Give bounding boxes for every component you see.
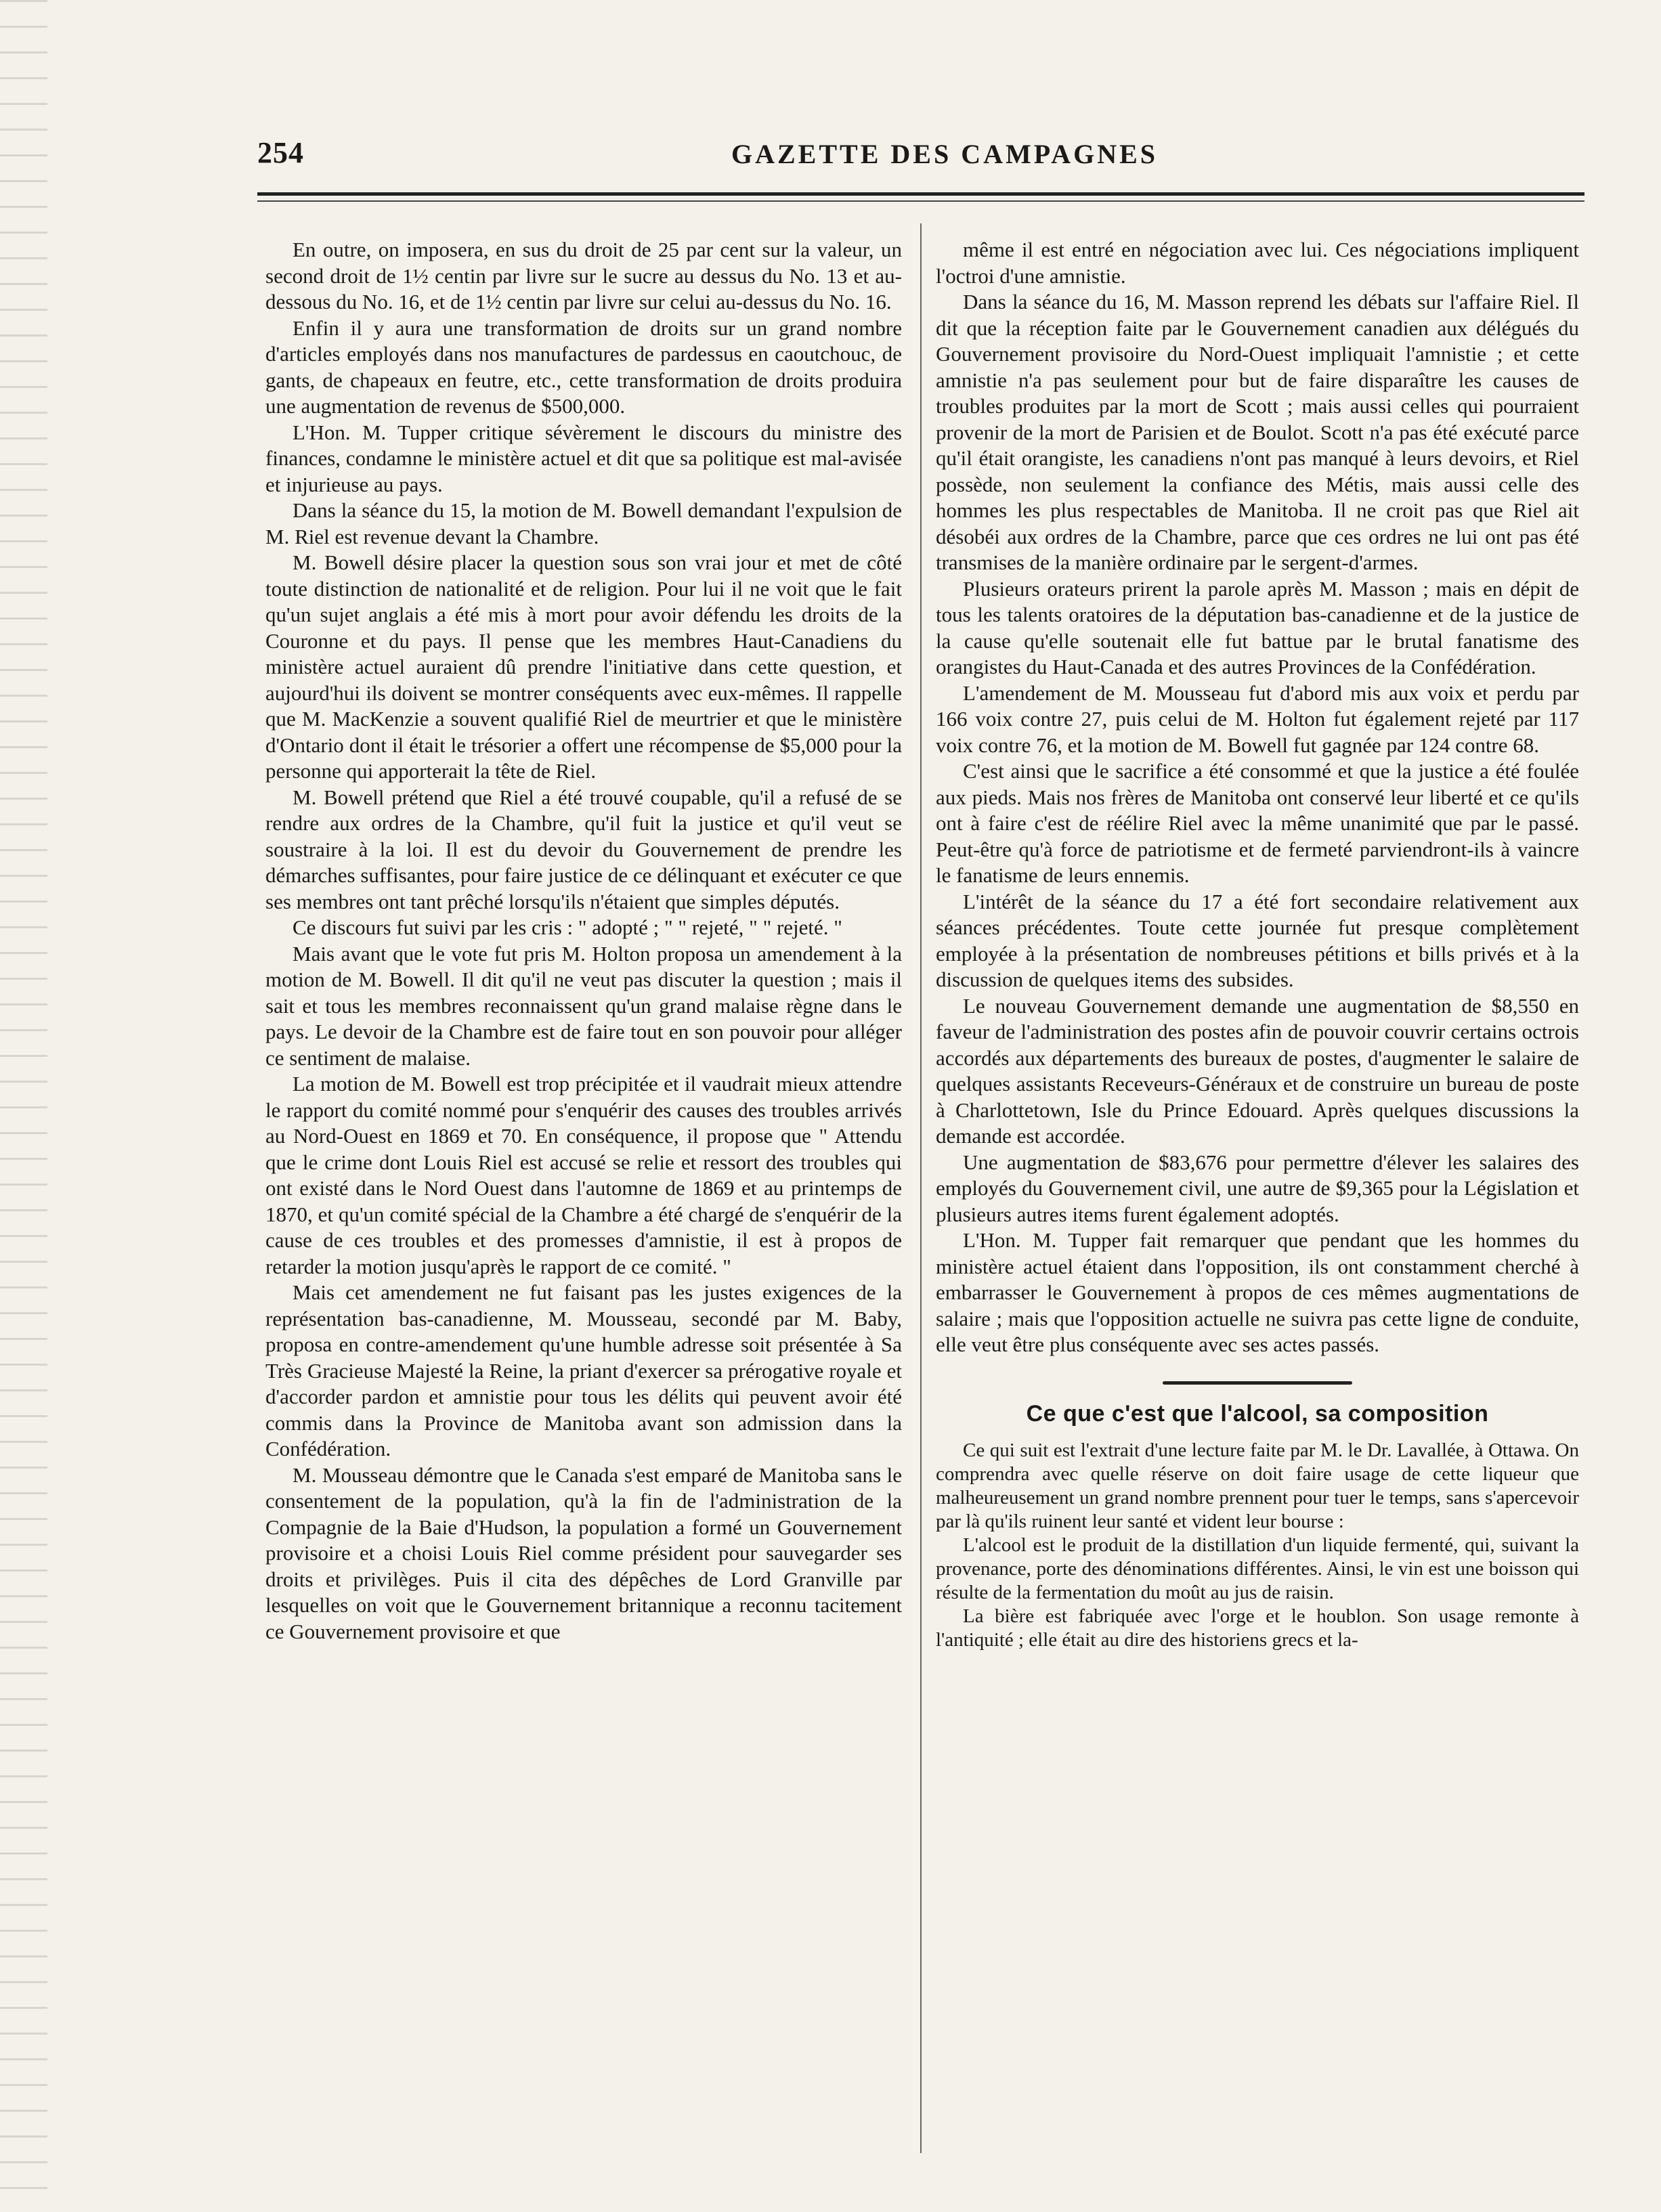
binding-edge — [0, 0, 47, 2212]
paragraph: Ce discours fut suivi par les cris : " adopté ; " " rejeté, " " rejeté. " — [293, 915, 842, 939]
header-rule — [257, 192, 1584, 196]
paragraph: L'Hon. M. Tupper critique sévèrement le discours du ministre des finances, condamne le ministère actuel et dit que sa politique est mal-avisée et injurieuse au pays. — [265, 420, 902, 496]
column-divider — [920, 223, 922, 2153]
paragraph: La motion de M. Bowell est trop précipitée et il vaudrait mieux attendre le rapport du comité nommé pour s'enquérir des causes des troubles arrivés au Nord-Ouest en 1869 et 70. En conséquence, il propose que " Attendu que le crime dont Louis Riel est accusé se relie et ressort des troubles qui ont existé dans le Nord Ouest dans l'automne de 1869 et au printemps de 1870, et qu'un comité spécial de la Chambre a été chargé de s'enquérir de la cause de ces troubles et des promesses d'amnistie, il est à propos de retarder la motion jusqu'après le rapport de ce comité. " — [265, 1072, 902, 1278]
header-rule-thin — [257, 200, 1584, 202]
paragraph: Le nouveau Gouvernement demande une augmentation de $8,550 en faveur de l'administration des postes afin de pouvoir couvrir certains octrois accordés aux départements des bureaux de postes, d'augmenter le salaire de quelques assistants Receveurs-Généraux et de construire un bureau de poste à Charlottetown, Isle du Prince Edouard. Après quelques discussions la demande est accordée. — [936, 993, 1579, 1148]
paragraph: Mais cet amendement ne fut faisant pas les justes exigences de la représentation bas-canadienne, M. Mousseau, secondé par M. Baby, proposa en contre-amendement qu'une humble adresse soit présentée à Sa Très Gracieuse Majesté la Reine, la priant d'exercer sa prérogative royale et d'accorder pardon et amnistie pour tous les délits qui peuvent avoir été commis dans la Province de Manitoba avant son admission dans la Confédération. — [265, 1280, 902, 1460]
paragraph: M. Bowell désire placer la question sous son vrai jour et met de côté toute distinction de nationalité et de religion. Pour lui il ne voit que le fait qu'un sujet anglais a été mis à mort pour avoir défendu les droits de la Couronne et du pays. Il pense que les membres Haut-Canadiens du ministère actuel auraient dû prendre l'initiative dans cette question, et aujourd'hui ils doivent se montrer conséquents avec eux-mêmes. Il rappelle que M. MacKenzie a souvent qualifié Riel de meurtrier et que le ministère d'Ontario dont il était le trésorier a offert une récompense de $5,000 pour la personne qui apporterait la tête de Riel. — [265, 550, 902, 783]
paragraph: même il est entré en négociation avec lui. Ces négociations impliquent l'octroi d'une amnistie. — [936, 238, 1579, 288]
paragraph: L'amendement de M. Mousseau fut d'abord mis aux voix et perdu par 166 voix contre 27, puis celui de M. Holton fut également rejeté par 117 voix contre 76, et la motion de M. Bowell fut gagnée par 124 contre 68. — [936, 680, 1579, 757]
article-body — [936, 1439, 1579, 1652]
left-column — [265, 237, 902, 1645]
paragraph: L'intérêt de la séance du 17 a été fort secondaire relativement aux séances précédentes. Toute cette journée fut presque complètement employée à la présentation de nombreuses pétitions et bills privés et à la discussion de quelques items des subsides. — [936, 889, 1579, 991]
paragraph: Dans la séance du 16, M. Masson reprend les débats sur l'affaire Riel. Il dit que la réception faite par le Gouvernement canadien aux délégués du Gouvernement provisoire du Nord-Ouest impliquait l'amnistie ; et cette amnistie n'a pas seulement pour but de faire disparaître les causes de troubles produites par la mort de Scott ; mais aussi celles qui pourraient provenir de la mort de Parisien et de Boulot. Scott n'a pas été exécuté parce qu'il était orangiste, les canadiens n'ont pas manqué à leurs devoirs, et Riel possède, non seulement la confiance des Métis, mais aussi celle des hommes les plus respectables de Manitoba. Il ne croit pas que Riel ait désobéi aux ordres de la Chambre, parce que ces ordres ne lui ont pas été transmises de la manière ordinaire par le sergent-d'armes. — [936, 290, 1579, 574]
paragraph: C'est ainsi que le sacrifice a été consommé et que la justice a été foulée aux pieds. Mais nos frères de Manitoba ont conservé leur liberté et ce qu'ils ont à faire c'est de réélire Riel avec la même unanimité que par le passé. Peut-être qu'à force de patriotisme et de fermeté parviendront-ils à vaincre le fanatisme de leurs ennemis. — [936, 759, 1579, 887]
paragraph: Une augmentation de $83,676 pour permettre d'élever les salaires des employés du Gouvernement civil, une autre de $9,365 pour la Législation et plusieurs autres items furent également adoptés. — [936, 1150, 1579, 1226]
paragraph: La bière est fabriquée avec l'orge et le houblon. Son usage remonte à l'antiquité ; elle était au dire des historiens grecs et la- — [936, 1605, 1579, 1651]
paragraph: Ce qui suit est l'extrait d'une lecture faite par M. le Dr. Lavallée, à Ottawa. On comprendra avec quelle réserve on doit faire usage de cette liqueur que malheureusement un grand nombre prennent pour tuer le temps, sans s'apercevoir par là qu'ils ruinent leur santé et vident leur bourse : — [936, 1439, 1579, 1532]
paragraph: L'Hon. M. Tupper fait remarquer que pendant que les hommes du ministère actuel étaient dans l'opposition, ils ont constamment cherché à embarrasser le Gouvernement à propos de ces mêmes augmentations de salaire ; mais que l'opposition actuelle ne suivra pas cette ligne de conduite, elle veut être plus conséquente avec ses actes passés. — [936, 1228, 1579, 1356]
page-number: 254 — [257, 136, 304, 169]
paragraph: L'alcool est le produit de la distillation d'un liquide fermenté, qui, suivant la provenance, porte des dénominations différentes. Ainsi, le vin est une boisson qui résulte de la fermentation du moût au jus de raisin. — [936, 1534, 1579, 1603]
right-column — [936, 237, 1579, 1652]
paragraph: Mais avant que le vote fut pris M. Holton proposa un amendement à la motion de M. Bowell. Il dit qu'il ne veut pas discuter la question ; mais il sait et tous les membres reconnaissent qu'un grand malaise règne dans le pays. Le devoir de la Chambre est de faire tout en son pouvoir pour alléger ce sentiment de malaise. — [265, 941, 902, 1070]
page-header — [257, 135, 1584, 176]
paragraph: Plusieurs orateurs prirent la parole après M. Masson ; mais en dépit de tous les talents oratoires de la députation bas-canadienne et de la justice de la cause qu'elle soutenait elle fut battue par le brutal fanatisme des orangistes du Haut-Canada et des autres Provinces de la Confédération. — [936, 576, 1579, 678]
running-title: GAZETTE DES CAMPAGNES — [731, 139, 1159, 169]
paragraph: En outre, on imposera, en sus du droit de 25 par cent sur la valeur, un second droit de 1½ centin par livre sur le sucre au dessus du No. 13 et au-dessous du No. 16, et de 1½ centin par livre sur celui au-dessus du No. 16. — [265, 238, 902, 313]
paragraph: M. Bowell prétend que Riel a été trouvé coupable, qu'il a refusé de se rendre aux ordres de la Chambre, qu'il fuit la justice et qu'il veut se soustraire à la loi. Il est du devoir du Gouvernement de prendre les démarches suffisantes, pour faire justice de ce délinquant et exécuter ce que ses membres ont tant prêché lorsqu'ils n'étaient que simples députés. — [265, 785, 902, 913]
paragraph: M. Mousseau démontre que le Canada s'est emparé de Manitoba sans le consentement de la population, qu'à la fin de l'administration de la Compagnie de la Baie d'Hudson, la population a formé un Gouvernement provisoire et a choisi Louis Riel comme président pour sauvegarder ses droits et privilèges. Puis il cita des dépêches de Lord Granville par lesquelles on voit que le Gouvernement britannique a reconnu tacitement ce Gouvernement provisoire et que — [265, 1462, 902, 1643]
section-divider — [1163, 1381, 1352, 1385]
paragraph: Enfin il y aura une transformation de droits sur un grand nombre d'articles employés dans nos manufactures de pardessus en caoutchouc, de gants, de chapeaux en feutre, etc., cette transformation de droits produira une augmentation de revenus de $500,000. — [265, 316, 902, 418]
paragraph: Dans la séance du 15, la motion de M. Bowell demandant l'expulsion de M. Riel est revenue devant la Chambre. — [265, 498, 902, 548]
article-heading: Ce que c'est que l'alcool, sa composition — [1026, 1400, 1489, 1427]
